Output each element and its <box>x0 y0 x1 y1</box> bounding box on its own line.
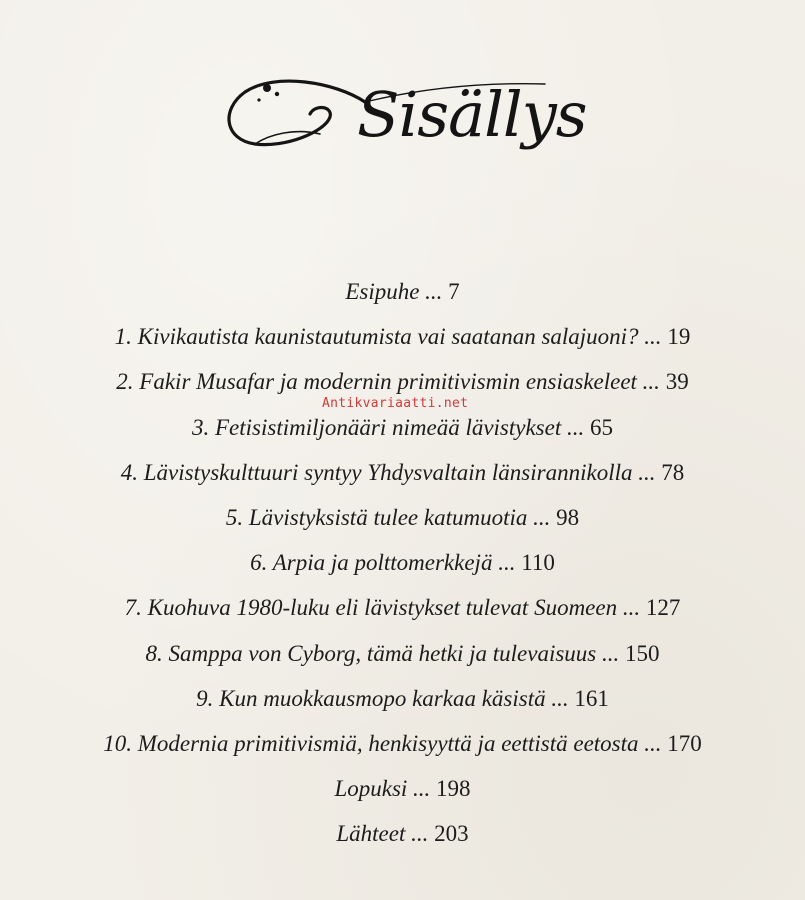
watermark-text: Antikvariaatti.net <box>322 396 469 411</box>
toc-entry <box>0 405 805 450</box>
toc-entry-label: 6. Arpia ja polttomerkkejä ... <box>250 550 516 576</box>
toc-entry <box>0 450 805 495</box>
toc-entry-label: Lopuksi ... <box>334 776 431 802</box>
toc-entry-page: 150 <box>625 640 660 666</box>
table-of-contents <box>0 269 805 856</box>
toc-entry <box>0 585 805 630</box>
contents-heading <box>215 62 595 182</box>
toc-entry-page: 161 <box>574 685 609 711</box>
toc-entry-label: 7. Kuohuva 1980-luku eli lävistykset tulevat Suomeen ... <box>124 595 641 621</box>
toc-entry <box>0 676 805 721</box>
toc-entry-page: 19 <box>667 324 691 350</box>
toc-entry-label: 4. Lävistyskulttuuri syntyy Yhdysvaltain länsirannikolla ... <box>120 459 656 485</box>
page-title: Sisällys <box>357 78 587 151</box>
toc-entry <box>0 314 805 359</box>
toc-entry-page: 170 <box>667 730 702 756</box>
toc-entry <box>0 766 805 811</box>
toc-entry-label: 9. Kun muokkausmopo karkaa käsistä ... <box>196 685 569 711</box>
toc-entry <box>0 631 805 676</box>
toc-entry-page: 78 <box>661 459 685 485</box>
toc-entry <box>0 540 805 585</box>
toc-entry-page: 39 <box>665 369 689 395</box>
toc-entry-page: 203 <box>434 821 469 847</box>
toc-entry <box>0 495 805 540</box>
toc-entry-page: 65 <box>590 414 613 440</box>
toc-entry-page: 98 <box>556 504 580 530</box>
toc-entry-label: Lähteet ... <box>336 821 429 847</box>
toc-entry <box>0 721 805 766</box>
toc-entry <box>0 811 805 856</box>
toc-entry-label: 8. Samppa von Cyborg, tämä hetki ja tulevaisuus ... <box>145 640 620 666</box>
toc-entry-page: 110 <box>521 550 555 576</box>
toc-entry-label: Esipuhe ... <box>345 279 443 304</box>
toc-entry-page: 7 <box>448 279 460 304</box>
toc-entry-label: 10. Modernia primitivismiä, henkisyyttä ja eettistä eetosta ... <box>103 730 662 756</box>
toc-entry-label: 2. Fakir Musafar ja modernin primitivismin ensiaskeleet ... <box>116 369 660 395</box>
toc-entry-label: 3. Fetisistimiljonääri nimeää lävistykset ... <box>192 414 585 440</box>
toc-entry-label: 5. Lävistyksistä tulee katumuotia ... <box>225 504 551 530</box>
toc-entry-label: 1. Kivikautista kaunistautumista vai saatanan salajuoni? ... <box>114 324 662 350</box>
toc-entry <box>0 269 805 314</box>
toc-entry-page: 198 <box>436 776 471 802</box>
toc-entry-page: 127 <box>645 595 681 621</box>
